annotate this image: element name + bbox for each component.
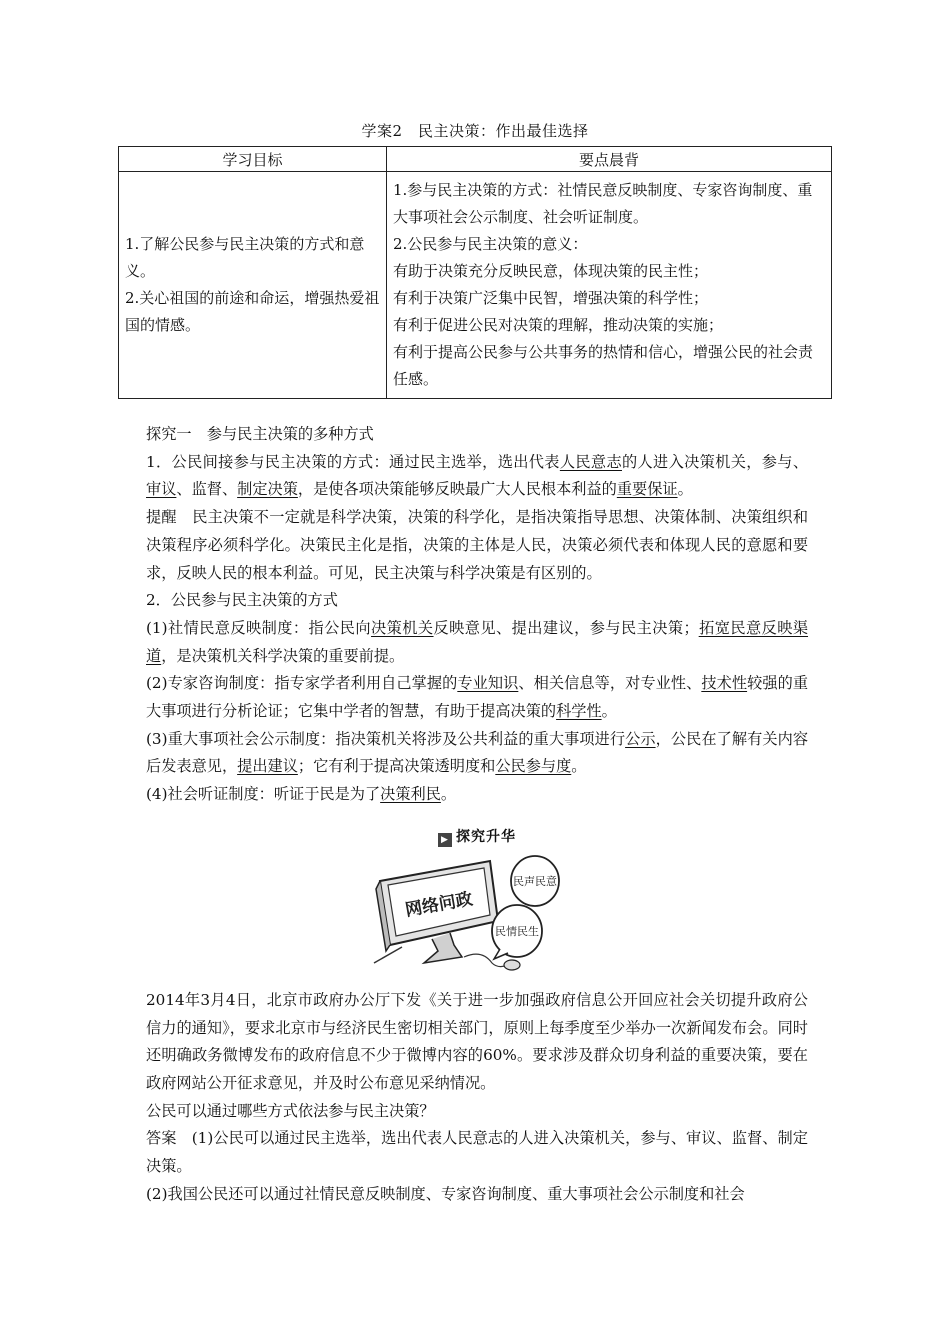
inquiry-label-row: [146, 823, 808, 845]
section-heading: 探究一 参与民主决策的多种方式: [146, 425, 374, 443]
mouse-icon: [504, 960, 520, 970]
underlined-term: 制定决策: [237, 480, 298, 499]
underlined-term: 公示: [625, 729, 656, 748]
question: 公民可以通过哪些方式依法参与民主决策？: [146, 1101, 435, 1120]
answer-part-1: 答案 (1)公民可以通过民主选举，选出代表人民意志的人进入决策机关，参与、审议、监督、制定决策。: [146, 1129, 808, 1176]
study-plan-table: [118, 146, 832, 399]
lesson-title: 学案2 民主决策：作出最佳选择: [361, 122, 589, 140]
underlined-term: 提出建议: [237, 757, 298, 776]
news-passage: 2014年3月4日，北京市政府办公厅下发《关于进一步加强政府信息公开回应社会关切提升政府公信力的通知》，要求北京市与经济民生密切相关部门，原则上每季度至少举办一次新闻发布会。同时还明确政务微博发布的政府信息不少于微博内容的60%。要求涉及群众切身利益的重要决策，要在政府网站公开征求意见，并及时公布意见采纳情况。: [146, 990, 808, 1092]
header-key-points: 要点晨背: [387, 147, 832, 172]
goal-item: 1.了解公民参与民主决策的方式和意义。: [125, 235, 365, 280]
inquiry-label: 探究升华: [456, 828, 516, 845]
underlined-term: 拓宽民意反映渠道: [146, 618, 809, 665]
monitor-text: 网络问政: [403, 889, 475, 921]
method-item-3: (3)重大事项社会公示制度：指决策机关将涉及公共利益的重大事项进行公示，公民在了解有关内容后发表意见，提出建议；它有利于提高决策透明度和公民参与度。: [146, 729, 809, 776]
underlined-term: 公民参与度: [495, 757, 572, 776]
underlined-term: 专业知识: [457, 674, 519, 693]
header-learning-goals: 学习目标: [119, 147, 387, 172]
inquiry-badge: [438, 824, 516, 852]
speech-bubble-1: [511, 856, 559, 906]
underlined-term: 审议: [146, 480, 177, 499]
underlined-term: 科学性: [556, 702, 602, 721]
paragraph-indirect-participation: 1．公民间接参与民主决策的方式：通过民主选举，选出代表人民意志的人进入决策机关，参与、审议、监督、制定决策，是使各项决策能够反映最广大人民根本利益的重要保证。: [146, 452, 809, 499]
method-item-4: (4)社会听证制度：听证于民是为了决策利民。: [146, 785, 457, 804]
key-points-cell: [387, 172, 832, 399]
online-governance-illustration: [372, 853, 582, 975]
main-content: [146, 421, 808, 1208]
point-item: 有利于决策广泛集中民智，增强决策的科学性；: [393, 289, 709, 307]
monitor-graphic: [376, 861, 498, 963]
speech-bubble-2: [492, 905, 542, 959]
table-body-row: [119, 172, 832, 399]
bubble-text-1: 民声民意: [513, 874, 557, 888]
point-item: 有利于提高公民参与公共事务的热情和信心，增强公民的社会责任感。: [393, 343, 814, 388]
method-item-2: (2)专家咨询制度：指专家学者利用自己掌握的专业知识、相关信息等，对专业性、技术性较强的重大事项进行分析论证；它集中学者的智慧，有助于提高决策的科学性。: [146, 674, 809, 721]
bubble-text-2: 民情民生: [495, 924, 539, 938]
point-item: 有利于促进公民对决策的理解，推动决策的实施；: [393, 316, 724, 334]
point-item: 1.参与民主决策的方式：社情民意反映制度、专家咨询制度、重大事项社会公示制度、社会听证制度。: [393, 181, 813, 226]
goal-item: 2.关心祖国的前途和命运，增强热爱祖国的情感。: [125, 289, 380, 334]
underlined-term: 决策利民: [380, 785, 441, 804]
underlined-term: 决策机关: [371, 618, 434, 637]
underlined-term: 技术性: [701, 674, 748, 693]
method-item-1: (1)社情民意反映制度：指公民向决策机关反映意见、提出建议，参与民主决策；拓宽民意反映渠道，是决策机关科学决策的重要前提。: [146, 618, 809, 665]
reminder-paragraph: 提醒 民主决策不一定就是科学决策，决策的科学化，是指决策指导思想、决策体制、决策组织和决策程序必须科学化。决策民主化是指，决策的主体是人民，决策必须代表和体现人民的意愿和要求，反映人民的根本利益。可见，民主决策与科学决策是有区别的。: [146, 508, 808, 582]
answer-part-2: (2)我国公民还可以通过社情民意反映制度、专家咨询制度、重大事项社会公示制度和社会: [146, 1184, 745, 1203]
underlined-term: 人民意志: [559, 452, 622, 471]
subheading-methods: 2．公民参与民主决策的方式: [146, 591, 338, 610]
point-item: 有助于决策充分反映民意，体现决策的民主性；: [393, 262, 709, 280]
play-icon: ▶: [438, 833, 452, 847]
point-item: 2.公民参与民主决策的意义：: [393, 235, 588, 253]
underlined-term: 重要保证: [616, 480, 678, 499]
table-header-row: [119, 147, 832, 172]
learning-goals-cell: [119, 172, 387, 399]
